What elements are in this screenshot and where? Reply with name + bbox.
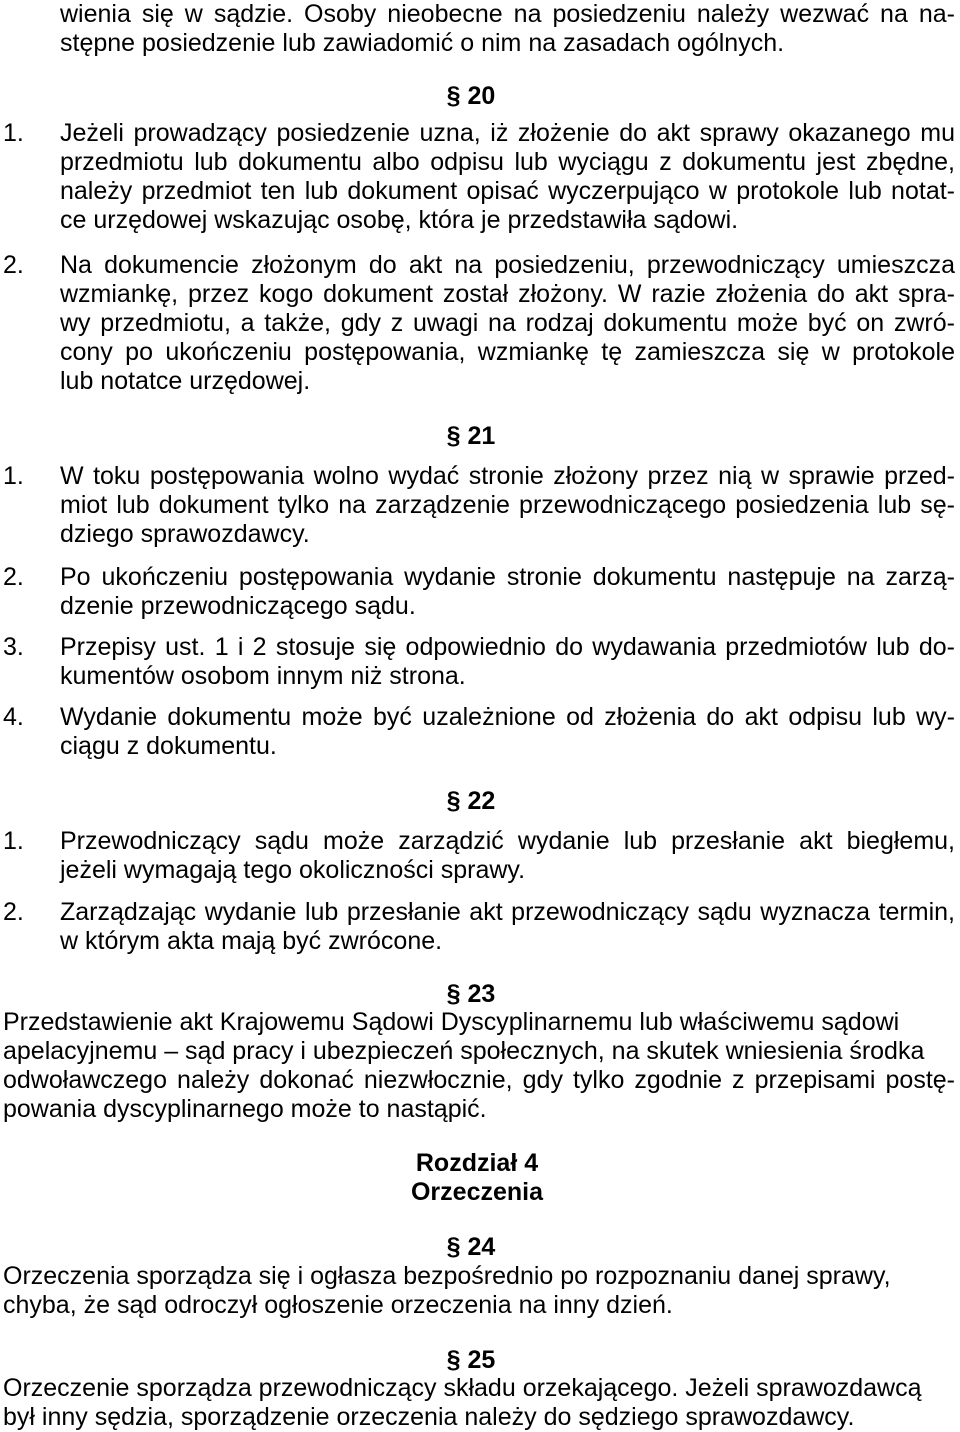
- paragraph-line: ce urzędowej wskazując osobę, która je przedstawiła sądowi.: [60, 206, 739, 234]
- list-number: 2.: [3, 563, 24, 591]
- section-heading: § 25: [446, 1346, 496, 1374]
- paragraph-line: chyba, że sąd odroczył ogłoszenie orzeczenia na inny dzień.: [3, 1291, 673, 1319]
- list-number: 2.: [3, 251, 24, 279]
- paragraph-line: Przewodniczący sądu może zarządzić wydanie lub przesłanie akt biegłemu,: [60, 827, 955, 855]
- list-number: 1.: [3, 827, 24, 855]
- paragraph-line: miot lub dokument tylko na zarządzenie przewodniczącego posiedzenia lub sę-: [60, 491, 955, 519]
- list-number: 1.: [3, 119, 24, 147]
- paragraph-line: W toku postępowania wolno wydać stronie złożony przez nią w sprawie przed-: [60, 462, 955, 490]
- list-number: 4.: [3, 703, 24, 731]
- paragraph-line: kumentów osobom innym niż strona.: [60, 662, 466, 690]
- paragraph-line: wienia się w sądzie. Osoby nieobecne na posiedzeniu należy wezwać na na-: [60, 0, 955, 28]
- paragraph-line: Orzeczenie sporządza przewodniczący składu orzekającego. Jeżeli sprawozdawcą: [3, 1374, 922, 1402]
- section-heading: § 22: [446, 787, 496, 815]
- paragraph-line: należy przedmiot ten lub dokument opisać wyczerpująco w protokole lub notat-: [60, 177, 955, 205]
- paragraph-line: Jeżeli prowadzący posiedzenie uzna, iż złożenie do akt sprawy okazanego mu: [60, 119, 955, 147]
- list-number: 3.: [3, 633, 24, 661]
- paragraph-line: Na dokumencie złożonym do akt na posiedzeniu, przewodniczący umieszcza: [60, 251, 955, 279]
- paragraph-line: w którym akta mają być zwrócone.: [60, 927, 443, 955]
- paragraph-line: apelacyjnemu – sąd pracy i ubezpieczeń społecznych, na skutek wniesienia środka: [3, 1037, 925, 1065]
- list-number: 2.: [3, 898, 24, 926]
- paragraph-line: Po ukończeniu postępowania wydanie stronie dokumentu następuje na zarzą-: [60, 563, 955, 591]
- paragraph-line: cony po ukończeniu postępowania, wzmiankę tę zamieszcza się w protokole: [60, 338, 955, 366]
- paragraph-line: stępne posiedzenie lub zawiadomić o nim na zasadach ogólnych.: [60, 29, 785, 57]
- paragraph-line: wzmiankę, przez kogo dokument został złożony. W razie złożenia do akt spra-: [60, 280, 955, 308]
- paragraph-line: Przedstawienie akt Krajowemu Sądowi Dyscyplinarnemu lub właściwemu sądowi: [3, 1008, 900, 1036]
- paragraph-line: był inny sędzia, sporządzenie orzeczenia należy do sędziego sprawozdawcy.: [3, 1403, 855, 1431]
- paragraph-line: dzenie przewodniczącego sądu.: [60, 592, 416, 620]
- paragraph-line: przedmiotu lub dokumentu albo odpisu lub wyciągu z dokumentu jest zbędne,: [60, 148, 955, 176]
- chapter-subtitle: Orzeczenia: [410, 1178, 543, 1206]
- paragraph-line: Orzeczenia sporządza się i ogłasza bezpośrednio po rozpoznaniu danej sprawy,: [3, 1262, 891, 1290]
- section-heading: § 23: [446, 980, 496, 1008]
- section-heading: § 24: [446, 1233, 496, 1261]
- paragraph-line: wy przedmiotu, a także, gdy z uwagi na rodzaj dokumentu może być on zwró-: [60, 309, 955, 337]
- section-heading: § 21: [446, 422, 496, 450]
- paragraph-line: Zarządzając wydanie lub przesłanie akt przewodniczący sądu wyznacza termin,: [60, 898, 955, 926]
- paragraph-line: powania dyscyplinarnego może to nastąpić.: [3, 1095, 487, 1123]
- paragraph-line: Wydanie dokumentu może być uzależnione od złożenia do akt odpisu lub wy-: [60, 703, 955, 731]
- chapter-title: Rozdział 4: [415, 1149, 539, 1177]
- paragraph-line: lub notatce urzędowej.: [60, 367, 311, 395]
- paragraph-line: odwoławczego należy dokonać niezwłocznie, gdy tylko zgodnie z przepisami postę-: [3, 1066, 955, 1094]
- paragraph-line: dziego sprawozdawcy.: [60, 520, 310, 548]
- paragraph-line: jeżeli wymagają tego okoliczności sprawy.: [60, 856, 526, 884]
- paragraph-line: Przepisy ust. 1 i 2 stosuje się odpowiednio do wydawania przedmiotów lub do-: [60, 633, 955, 661]
- list-number: 1.: [3, 462, 24, 490]
- section-heading: § 20: [446, 82, 496, 110]
- paragraph-line: ciągu z dokumentu.: [60, 732, 277, 760]
